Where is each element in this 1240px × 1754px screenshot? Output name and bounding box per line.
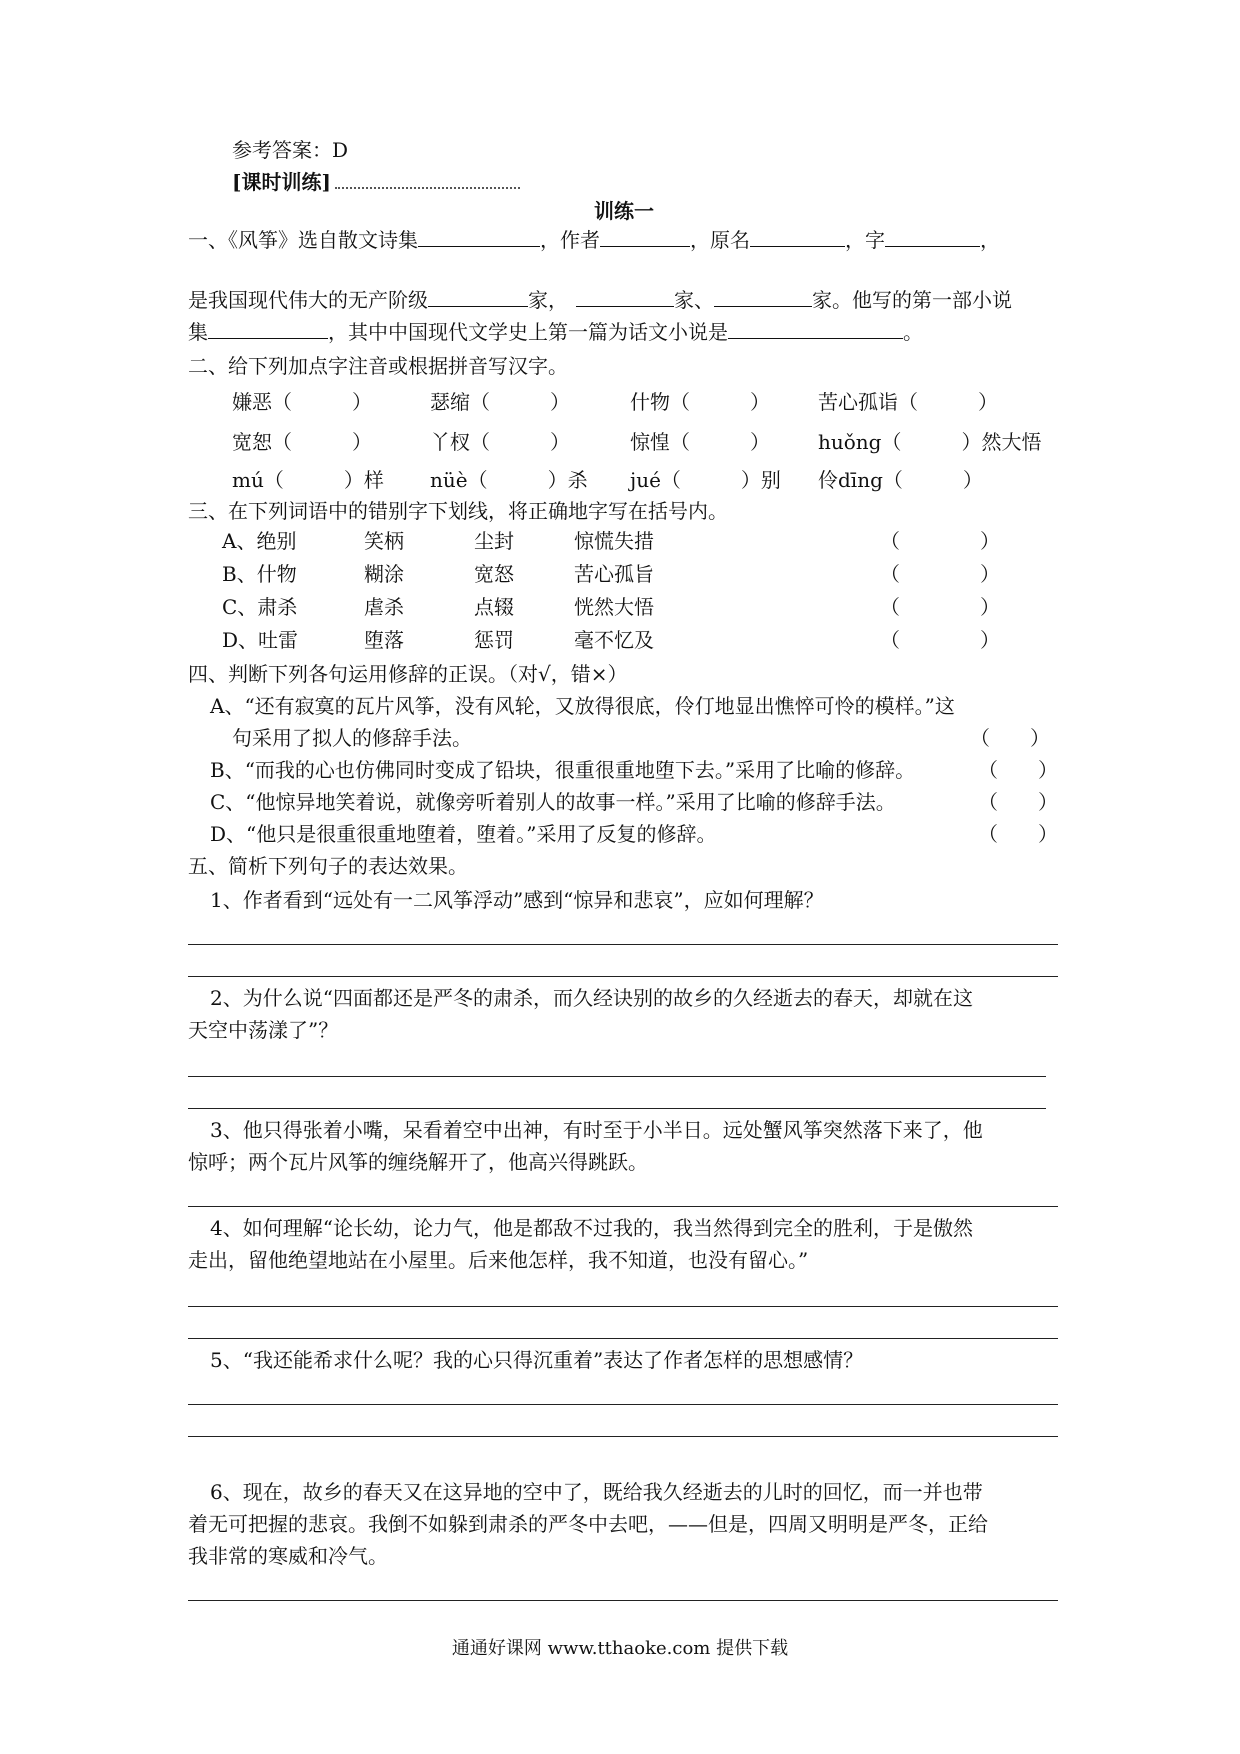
q5-s3-line-2: 惊呼；两个瓦片风筝的缠绕解开了，他高兴得跳跃。: [188, 1150, 648, 1174]
q4-b-paren: （ ）: [978, 758, 1058, 782]
q2-item: 嫌恶（ ）: [232, 390, 372, 414]
q1-text-c: ，原名: [690, 228, 750, 252]
q1-text-l: 。: [903, 320, 923, 344]
q3-word: 虐杀: [364, 595, 404, 619]
q3-word: 毫不忆及: [574, 628, 654, 652]
answer-line: [188, 1436, 1058, 1437]
q3-word: 尘封: [474, 529, 514, 553]
blank-first-novel: [728, 316, 903, 339]
blank-author: [600, 224, 690, 247]
blank-collection: [418, 224, 540, 247]
q2-item: 伶dīng（ ）: [818, 468, 983, 492]
q3-answer-paren: （ ）: [880, 529, 1000, 553]
q4-a-paren: （ ）: [970, 726, 1050, 750]
answer-line: [188, 1076, 1046, 1077]
q5-s6-line-2: 着无可把握的悲哀。我倒不如躲到肃杀的严冬中去吧，——但是，四周又明明是严冬，正给: [188, 1512, 988, 1536]
blank-role-1: [428, 284, 528, 307]
q4-c-paren: （ ）: [978, 790, 1058, 814]
q4-a-line-1: A、“还有寂寞的瓦片风筝，没有风轮，又放得很底，伶仃地显出憔悴可怜的模样。”这: [210, 694, 955, 718]
answer-line: [188, 944, 1058, 945]
q3-answer-paren: （ ）: [880, 562, 1000, 586]
q2-item: 什物（ ）: [630, 390, 770, 414]
q1-text-k: ，其中中国现代文学史上第一篇为话文小说是: [328, 320, 728, 344]
dotted-leader: [335, 169, 520, 189]
answer-line: [188, 1306, 1058, 1307]
q5-s4-line-1: 4、如何理解“论长幼，论力气，他是都敌不过我的，我当然得到完全的胜利，于是傲然: [210, 1216, 973, 1240]
q3-word: 糊涂: [364, 562, 404, 586]
q1-line-3: [188, 316, 923, 346]
q3-title: 三、在下列词语中的错别字下划线，将正确地字写在括号内。: [188, 499, 728, 523]
q4-c: C、“他惊异地笑着说，就像旁听着别人的故事一样。”采用了比喻的修辞手法。: [210, 790, 896, 814]
q2-item: nüè（ ）杀: [430, 468, 588, 492]
q1-text-b: ，作者: [540, 228, 600, 252]
q3-word: B、什物: [222, 562, 297, 586]
q3-answer-paren: （ ）: [880, 595, 1000, 619]
answer-line: [188, 1600, 1058, 1601]
q5-s3-line-1: 3、他只得张着小嘴，呆看着空中出神，有时至于小半日。远处蟹风筝突然落下来了，他: [210, 1118, 983, 1142]
q3-word: 惩罚: [474, 628, 514, 652]
q3-word: 堕落: [364, 628, 404, 652]
q5-s6-line-3: 我非常的寒威和冷气。: [188, 1544, 388, 1568]
q1-line-1: [188, 224, 1000, 254]
section-label: [232, 168, 520, 196]
q3-word: 笑柄: [364, 529, 404, 553]
q2-title: 二、给下列加点字注音或根据拼音写汉字。: [188, 354, 568, 378]
q3-word: 点辍: [474, 595, 514, 619]
q3-word: 恍然大悟: [574, 595, 654, 619]
answer-line: 参考答案：D: [232, 138, 349, 162]
q1-text-g: 家，: [528, 288, 568, 312]
q3-answer-paren: （ ）: [880, 628, 1000, 652]
answer-line: [188, 976, 1058, 977]
blank-novel-collection: [208, 316, 328, 339]
q3-word: A、绝别: [222, 529, 297, 553]
answer-line: [188, 1404, 1058, 1405]
section-label-text: [课时训练]: [232, 170, 331, 194]
blank-role-2: [576, 284, 674, 307]
q2-item: 丫杈（ ）: [430, 430, 570, 454]
q1-line-2: [188, 284, 1012, 314]
q2-item: 瑟缩（ ）: [430, 390, 570, 414]
q5-s2-line-2: 天空中荡漾了”？: [188, 1018, 339, 1042]
answer-line: [188, 1108, 1046, 1109]
q4-a-line-2: 句采用了拟人的修辞手法。: [232, 726, 472, 750]
footer-credit: 通通好课网 www.tthaoke.com 提供下载: [451, 1638, 789, 1659]
q2-item: huǒng（ ）然大悟: [818, 430, 1042, 454]
q2-item: 苦心孤诣（ ）: [818, 390, 998, 414]
blank-original-name: [750, 224, 845, 247]
q5-s4-line-2: 走出，留他绝望地站在小屋里。后来他怎样，我不知道，也没有留心。”: [188, 1248, 809, 1272]
answer-line: [188, 1338, 1058, 1339]
q4-title: 四、判断下列各句运用修辞的正误。（对√，错×）: [188, 662, 628, 686]
q2-item: 惊惶（ ）: [630, 430, 770, 454]
q5-s6-line-1: 6、现在，故乡的春天又在这异地的空中了，既给我久经逝去的儿时的回忆，而一并也带: [210, 1480, 983, 1504]
blank-role-3: [714, 284, 812, 307]
q1-text-e: ，: [980, 228, 1000, 252]
q3-word: 苦心孤旨: [574, 562, 654, 586]
q4-d: D、“他只是很重很重地堕着，堕着。”采用了反复的修辞。: [210, 822, 717, 846]
q5-s1: 1、作者看到“远处有一二风筝浮动”感到“惊异和悲哀”，应如何理解？: [210, 888, 824, 912]
q5-s2-line-1: 2、为什么说“四面都还是严冬的肃杀，而久经诀别的故乡的久经逝去的春天，却就在这: [210, 986, 973, 1010]
blank-courtesy-name: [885, 224, 980, 247]
q3-word: 宽怒: [474, 562, 514, 586]
q4-d-paren: （ ）: [978, 822, 1058, 846]
q4-b: B、“而我的心也仿佛同时变成了铅块，很重很重地堕下去。”采用了比喻的修辞。: [210, 758, 916, 782]
q1-text-j: 集: [188, 320, 208, 344]
answer-line: [188, 1206, 1058, 1207]
q3-word: D、吐雷: [222, 628, 299, 652]
training-title: 训练一: [594, 199, 654, 223]
q2-item: jué（ ）别: [630, 468, 781, 492]
q5-title: 五、简析下列句子的表达效果。: [188, 854, 468, 878]
q2-item: mú（ ）样: [232, 468, 384, 492]
q1-text-h: 家、: [674, 288, 714, 312]
q2-item: 宽恕（ ）: [232, 430, 372, 454]
q5-s5: 5、“我还能希求什么呢？我的心只得沉重着”表达了作者怎样的思想感情？: [210, 1348, 864, 1372]
q3-word: 惊慌失措: [574, 529, 654, 553]
q3-word: C、肃杀: [222, 595, 298, 619]
q1-text-d: ，字: [845, 228, 885, 252]
q1-text-a: 一、《风筝》选自散文诗集: [188, 228, 418, 252]
q1-text-f: 是我国现代伟大的无产阶级: [188, 288, 428, 312]
q1-text-i: 家。他写的第一部小说: [812, 288, 1012, 312]
